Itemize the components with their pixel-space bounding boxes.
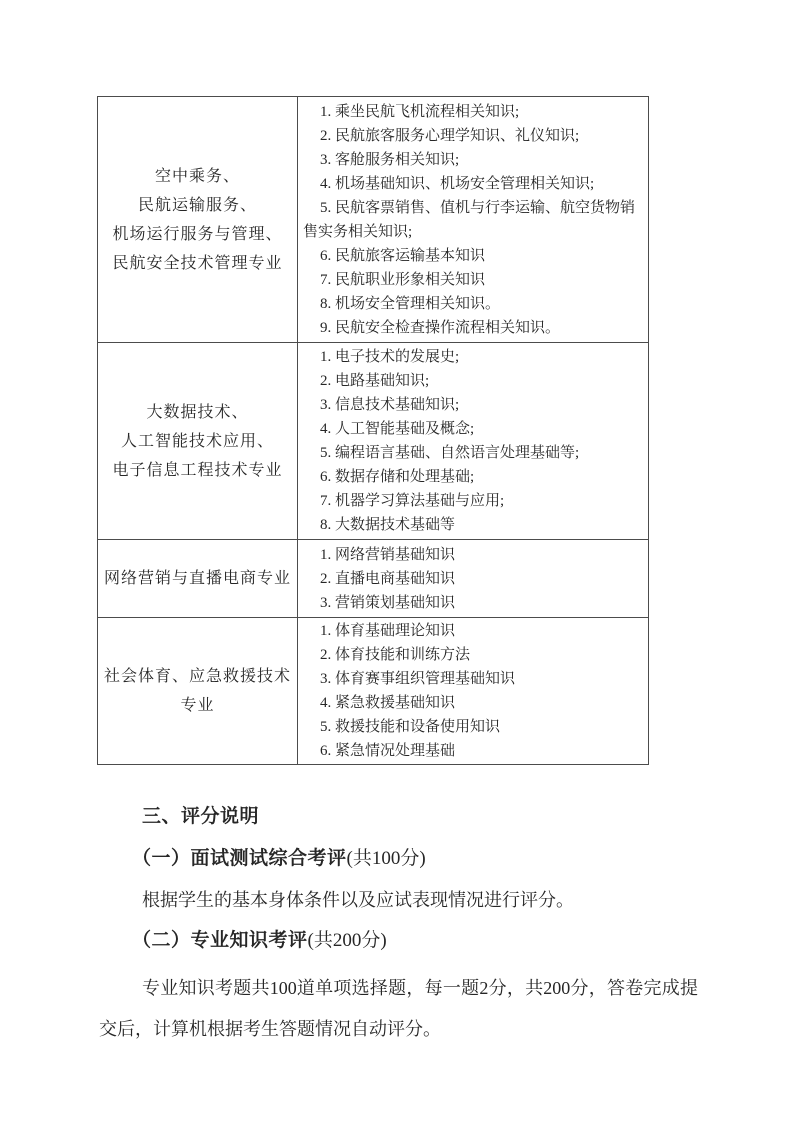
knowledge-item: 4. 机场基础知识、机场安全管理相关知识; [320,175,595,192]
subsection-score-note: (共100分) [346,848,426,869]
table-row [98,97,648,342]
knowledge-item: 3. 营销策划基础知识 [320,594,456,611]
major-name-line: 空中乘务、 [154,167,240,185]
knowledge-item: 6. 紧急情况处理基础 [320,743,456,759]
subsection-heading-knowledge [99,927,698,955]
major-cell [98,343,298,539]
knowledge-item: 7. 民航职业形象相关知识 [320,271,486,288]
table-row [98,342,648,539]
knowledge-item: 1. 乘坐民航飞机流程相关知识; [320,103,520,120]
major-name-line: 专业 [180,697,215,714]
major-name-line: 大数据技术、 [146,403,249,421]
knowledge-cell [298,343,648,539]
major-name-line: 社会体育、应急救援技术 [104,668,292,685]
knowledge-cell [298,618,648,764]
scoring-section [99,803,698,1050]
major-cell [98,97,298,342]
knowledge-item: 5. 救援技能和设备使用知识 [320,719,501,735]
table-row [98,617,648,764]
knowledge-item: 3. 客舱服务相关知识; [320,151,460,168]
knowledge-item: 2. 体育技能和训练方法 [320,647,471,663]
knowledge-scoring-paragraph: 专业知识考题共100道单项选择题，每一题2分，共200分，答卷完成提交后，计算机根据考生答题情况自动评分。 [99,978,698,1039]
knowledge-item: 4. 人工智能基础及概念; [320,421,475,437]
knowledge-item: 2. 民航旅客服务心理学知识、礼仪知识; [320,127,580,144]
knowledge-item: 8. 机场安全管理相关知识。 [320,295,501,312]
knowledge-item: 9. 民航安全检查操作流程相关知识。 [320,319,561,336]
knowledge-item: 3. 体育赛事组织管理基础知识 [320,671,516,687]
major-name-line: 民航运输服务、 [137,196,257,214]
major-name-line: 人工智能技术应用、 [120,432,274,450]
knowledge-item: 5. 编程语言基础、自然语言处理基础等; [320,445,580,461]
section-heading: 三、评分说明 [142,806,260,827]
table-row [98,539,648,617]
subsection-heading-interview [99,845,698,873]
knowledge-item: 1. 电子技术的发展史; [320,349,460,365]
knowledge-cell [298,97,648,342]
knowledge-item: 3. 信息技术基础知识; [320,397,460,413]
major-cell [98,618,298,764]
major-cell [98,540,298,617]
subsection-title: （二）专业知识考评 [132,930,308,951]
major-name-line: 网络营销与直播电商专业 [104,570,292,587]
major-name-line: 民航安全技术管理专业 [112,254,283,272]
knowledge-item: 2. 电路基础知识; [320,373,430,389]
majors-knowledge-table [97,96,649,765]
knowledge-item: 2. 直播电商基础知识 [320,570,456,587]
knowledge-item: 5. 民航客票销售、值机与行李运输、航空货物销售实务相关知识; [303,199,636,240]
knowledge-cell [298,540,648,617]
knowledge-item: 4. 紧急救援基础知识 [320,695,456,711]
interview-scoring-paragraph: 根据学生的基本身体条件以及应试表现情况进行评分。 [142,890,574,910]
subsection-score-note: (共200分) [307,930,387,951]
subsection-title: （一）面试测试综合考评 [132,848,347,869]
knowledge-item: 1. 体育基础理论知识 [320,623,456,639]
knowledge-item: 7. 机器学习算法基础与应用; [320,493,505,509]
major-name-line: 电子信息工程技术专业 [112,461,283,479]
knowledge-item: 6. 民航旅客运输基本知识 [320,247,486,264]
knowledge-item: 6. 数据存储和处理基础; [320,469,475,485]
major-name-line: 机场运行服务与管理、 [112,225,283,243]
knowledge-item: 8. 大数据技术基础等 [320,517,456,533]
knowledge-item: 1. 网络营销基础知识 [320,546,456,563]
